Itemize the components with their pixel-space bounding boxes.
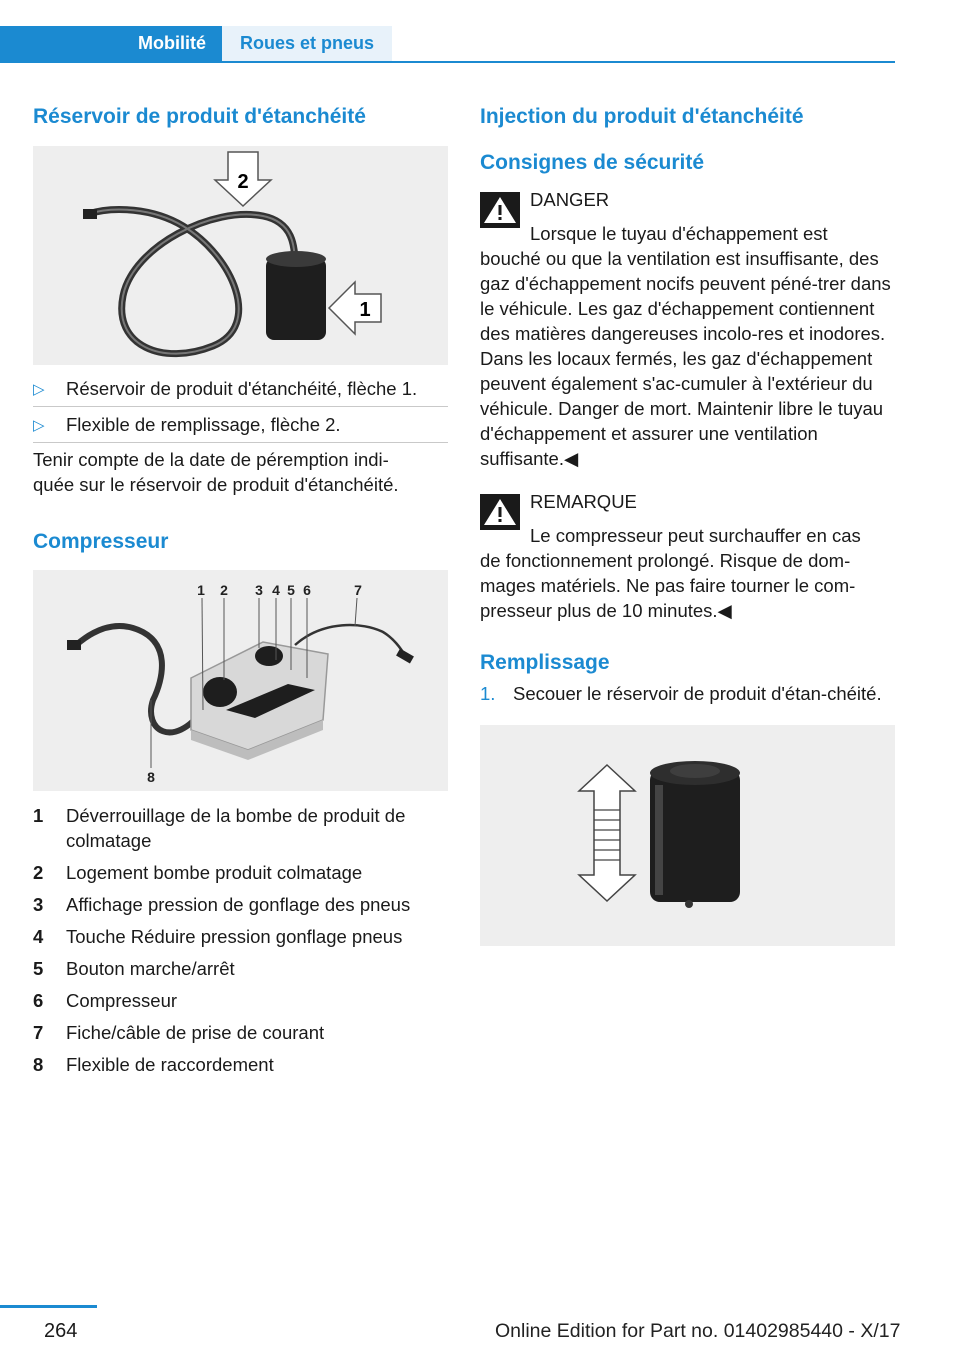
list-item: 4 Touche Réduire pression gonflage pneus	[33, 926, 403, 947]
fig2-label-6: 6	[303, 582, 311, 598]
warning-triangle-icon	[480, 192, 520, 228]
list-item: 7 Fiche/câble de prise de courant	[33, 1022, 325, 1043]
list-item: 2 Logement bombe produit colmatage	[33, 862, 363, 883]
danger-title: DANGER	[530, 189, 610, 210]
subtitle-remplissage: Remplissage	[480, 651, 610, 674]
danger-text: bouché ou que la ventilation est insuffisante, des gaz d'échappement nocifs peuvent péné-trer dans le véhicule. Les gaz d'échappement contiennent des matières dangereuses incolo-res et inodores. Dans les locaux fermés, les gaz d'échappement peuvent également s'ac-cumuler à l'extérieur du véhicule. Danger de mort. Maintenir libre le tuyau d'échappement et assurer une ventilation suffisante.◀	[480, 248, 891, 469]
arrow-1-icon	[329, 282, 381, 334]
triangle-bullet-icon: ▷	[33, 381, 45, 398]
header-rule	[0, 61, 895, 63]
shake-illustration	[480, 725, 895, 946]
fig2-label-2: 2	[220, 582, 228, 598]
list-item: 3 Affichage pression de gonflage des pneus	[33, 894, 411, 915]
canister-shape	[650, 770, 740, 902]
list-item: 1 Déverrouillage de la bombe de produit de colmatage	[33, 805, 406, 851]
list-item: 5 Bouton marche/arrêt	[33, 958, 235, 979]
hose-nozzle	[83, 209, 97, 219]
figure-reservoir	[33, 146, 448, 365]
fig1-label-1: 1	[359, 299, 371, 321]
compressor-illustration	[33, 570, 448, 791]
remark-first-line: Le compresseur peut surchauffer en cas	[530, 525, 861, 546]
subtitle-consignes: Consignes de sécurité	[480, 151, 705, 174]
section-title-compresseur: Compresseur	[33, 530, 169, 553]
fig2-label-1: 1	[197, 582, 205, 598]
list-item: 8 Flexible de raccordement	[33, 1054, 274, 1075]
right-column	[480, 100, 895, 946]
figure-shake	[480, 725, 895, 946]
tab-mobilite[interactable]: Mobilité	[0, 26, 222, 61]
shake-arrow-icon	[579, 765, 635, 901]
footer-rule	[0, 1305, 97, 1308]
fig2-label-7: 7	[354, 582, 362, 598]
container-shape	[266, 258, 326, 340]
bullet-item: ▷ Flexible de remplissage, flèche 2.	[33, 407, 448, 443]
triangle-bullet-icon: ▷	[33, 417, 45, 434]
bullet-item: ▷ Réservoir de produit d'étanchéité, flèche 1.	[33, 371, 448, 407]
section-title-reservoir: Réservoir de produit d'étanchéité	[33, 105, 366, 128]
list-item: 6 Compresseur	[33, 990, 178, 1011]
fig2-label-4: 4	[272, 582, 280, 598]
figure-compresseur	[33, 570, 448, 791]
warning-triangle-icon	[480, 494, 520, 530]
fig2-label-8: 8	[147, 769, 155, 785]
danger-block	[480, 187, 895, 471]
fig2-label-5: 5	[287, 582, 295, 598]
section-title-injection: Injection du produit d'étanchéité	[480, 105, 804, 128]
remark-title: REMARQUE	[530, 491, 637, 512]
list-item: 1. Secouer le réservoir de produit d'étan-chéité.	[480, 683, 882, 704]
compressor-parts-list	[33, 803, 448, 1077]
expiry-note: Tenir compte de la date de péremption indi- quée sur le réservoir de produit d'étanchéité.	[33, 449, 399, 495]
reservoir-illustration	[33, 146, 448, 365]
edition-text: Online Edition for Part no. 01402985440 - X/17	[495, 1320, 901, 1342]
reservoir-bullets	[33, 371, 448, 443]
remark-block	[480, 489, 895, 623]
page-number: 264	[44, 1320, 78, 1342]
tab-roues-et-pneus[interactable]: Roues et pneus	[222, 26, 392, 61]
danger-first-line: Lorsque le tuyau d'échappement est	[530, 223, 828, 244]
fig2-label-3: 3	[255, 582, 263, 598]
gauge	[255, 646, 283, 666]
remark-text: de fonctionnement prolongé. Risque de dom-mages matériels. Ne pas faire tourner le com-presseur plus de 10 minutes.◀	[480, 550, 856, 621]
canister-slot	[203, 677, 237, 707]
left-column	[33, 100, 448, 1084]
fill-steps	[480, 681, 895, 706]
fig1-label-2: 2	[237, 171, 249, 193]
